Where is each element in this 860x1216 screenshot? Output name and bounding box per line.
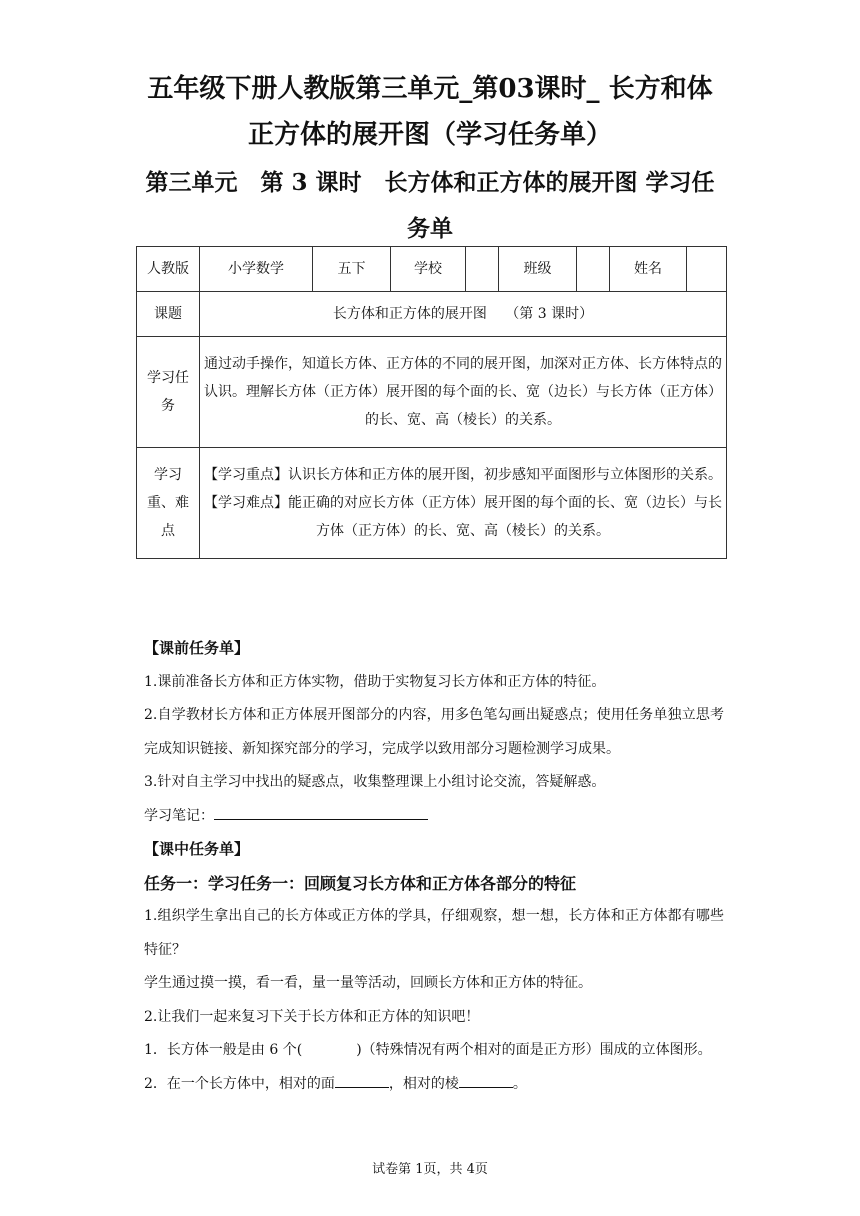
task-value: 通过动手操作，知道长方体、正方体的不同的展开图，加深对正方体、长方体特点的认识。理解长方体（正方体）展开图的每个面的长、宽（边长）与长方体（正方体）的长、宽、高（棱长）的关系。 (200, 337, 727, 448)
table-cell: 五下 (313, 247, 391, 292)
key-points-label: 学习 重、难 点 (137, 448, 200, 559)
task-label: 学习任 务 (137, 337, 200, 448)
section-heading: 【课中任务单】 (144, 840, 250, 858)
subtitle-line-1: 第三单元 第 3 课时 长方体和正方体的展开图 学习任 (145, 169, 715, 196)
table-cell: 班级 (499, 247, 577, 292)
table-cell: 姓名 (610, 247, 687, 292)
paragraph: 1.组织学生拿出自己的长方体或正方体的学具，仔细观察，想一想，长方体和正方体都有哪些特征？ (144, 908, 724, 958)
question-2: 2．在一个长方体中，相对的面 ，相对的棱 。 (144, 1068, 724, 1102)
table-row (137, 337, 727, 448)
key-points-value: 【学习重点】认识长方体和正方体的展开图，初步感知平面图形与立体图形的关系。【学习难点】能正确的对应长方体（正方体）展开图的每个面的长、宽（边长）与长方体（正方体）的长、宽、高（棱长）的关系。 (200, 448, 727, 559)
notes-row (144, 800, 724, 834)
topic-label: 课题 (137, 292, 200, 337)
page-title (90, 66, 770, 158)
pre-class-section (144, 632, 724, 1101)
table-cell: 学校 (391, 247, 466, 292)
table-cell: 人教版 (137, 247, 200, 292)
notes-label: 学习笔记： (144, 807, 214, 824)
page-subtitle (110, 160, 750, 252)
page-footer: 试卷第 1页，共 4页 (372, 1162, 488, 1177)
list-item: 2.自学教材长方体和正方体展开图部分的内容，用多色笔勾画出疑惑点；使用任务单独立思考完成知识链接、新知探究部分的学习，完成学以致用部分习题检测学习成果。 (144, 707, 724, 757)
notes-blank[interactable] (214, 803, 428, 820)
answer-blank[interactable] (335, 1073, 389, 1088)
topic-value: 长方体和正方体的展开图 （第 3 课时） (200, 292, 727, 337)
paragraph: 2.让我们一起来复习下关于长方体和正方体的知识吧！ (144, 1008, 480, 1025)
list-item: 1.课前准备长方体和正方体实物，借助于实物复习长方体和正方体的特征。 (144, 673, 606, 690)
name-blank-cell[interactable] (687, 247, 727, 292)
table-cell: 小学数学 (200, 247, 313, 292)
title-line-2: 正方体的展开图（学习任务单） (247, 120, 612, 150)
title-line-1: 五年级下册人教版第三单元_第03课时_ 长方和体 (147, 74, 713, 104)
answer-blank[interactable] (459, 1073, 513, 1088)
table-row (137, 292, 727, 337)
task-heading: 任务一：学习任务一：回顾复习长方体和正方体各部分的特征 (144, 873, 577, 893)
paragraph: 学生通过摸一摸，看一看，量一量等活动，回顾长方体和正方体的特征。 (144, 975, 592, 991)
subtitle-line-2: 务单 (407, 215, 453, 242)
question-1: 1．长方体一般是由 6 个( )（特殊情况有两个相对的面是正方形）围成的立体图形。 (144, 1042, 712, 1058)
school-blank-cell[interactable] (466, 247, 499, 292)
lesson-info-table (136, 246, 727, 559)
section-heading: 【课前任务单】 (144, 639, 250, 657)
list-item: 3.针对自主学习中找出的疑惑点，收集整理课上小组讨论交流，答疑解惑。 (144, 774, 606, 790)
table-row (137, 448, 727, 559)
table-row (137, 247, 727, 292)
class-blank-cell[interactable] (577, 247, 610, 292)
